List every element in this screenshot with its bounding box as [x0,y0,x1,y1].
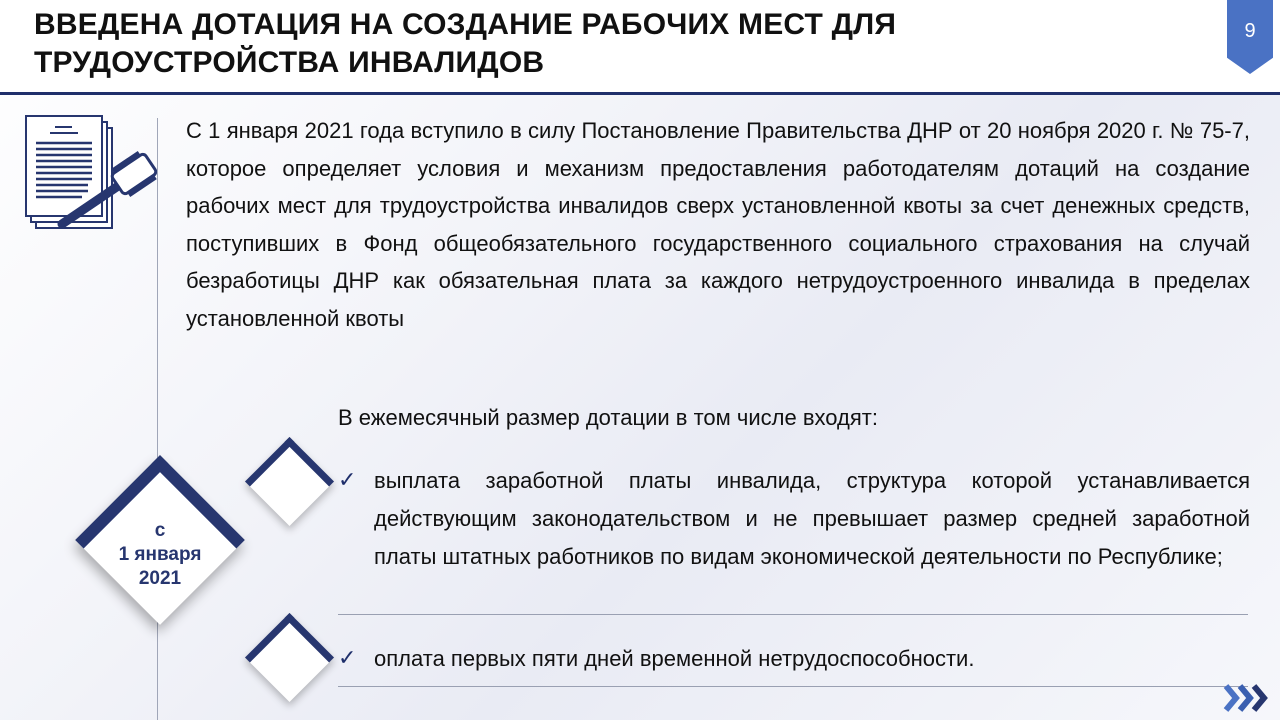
left-vertical-divider [157,118,158,720]
bullet-diamond-1 [245,437,334,526]
date-badge-text [100,519,220,591]
check-icon: ✓ [338,645,357,670]
bullet-text-1: выплата заработной платы инвалида, структура которой устанавливается действующим законодательством и не превышает размер средней заработной платы штатных работников по видам экономической деятельности по Республике; [374,468,1250,569]
main-paragraph: С 1 января 2021 года вступило в силу Постановление Правительства ДНР от 20 ноября 2020 г. № 75-7, которое определяет условия и механизм предоставления работодателям дотаций на создание рабочих мест для трудоустройства инвалидов сверх установленной квоты за счет денежных средств, поступивших в Фонд общеобязательного государственного социального страхования на случай безработицы ДНР как обязательная плата за каждого нетрудоустроенного инвалида в пределах установленной квоты [186,118,1250,331]
page-number: 9 [1244,20,1256,42]
document-gavel-icon [22,110,162,232]
bullet-text-2: оплата первых пяти дней временной нетрудоспособности. [374,646,975,671]
check-icon: ✓ [338,467,357,492]
header-divider [0,92,1280,95]
bullet-item-1 [338,462,1250,612]
bullet-item-2 [338,640,1250,680]
bullet-diamond-2 [245,613,334,702]
bullet-separator-2 [338,686,1248,687]
page-title: ВВЕДЕНА ДОТАЦИЯ НА СОЗДАНИЕ РАБОЧИХ МЕСТ ДЛЯ ТРУДОУСТРОЙСТВА ИНВАЛИДОВ [34,8,897,79]
next-arrows-icon[interactable] [1222,680,1274,716]
bullet-separator-1 [338,614,1248,615]
date-line-1: с [154,520,166,541]
bullets-heading: В ежемесячный размер дотации в том числе входят: [338,405,878,430]
date-line-2: 1 января [118,544,202,565]
date-line-3: 2021 [138,568,182,589]
